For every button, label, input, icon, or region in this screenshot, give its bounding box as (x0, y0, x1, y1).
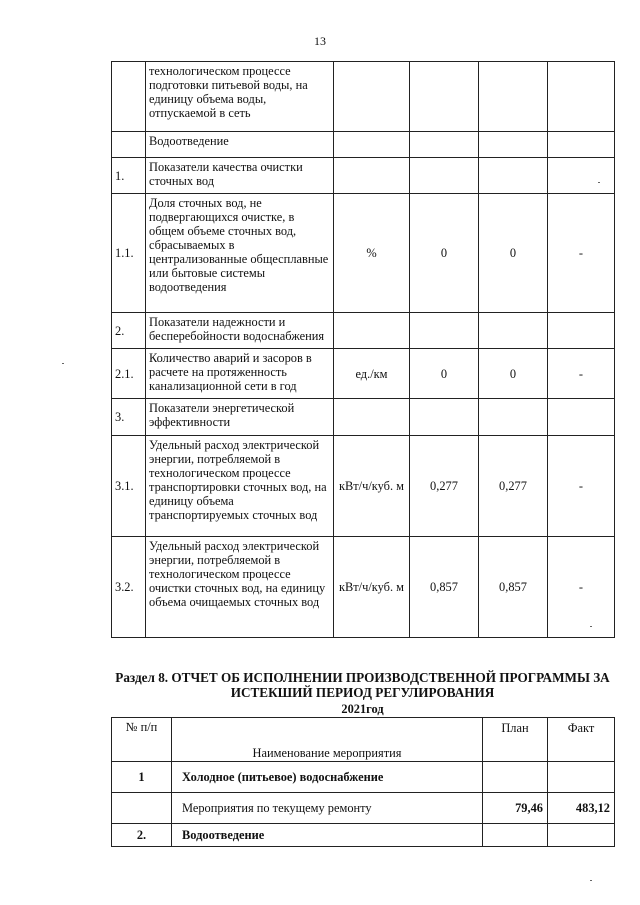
scan-mark (598, 182, 600, 183)
activity-name: Водоотведение (172, 824, 483, 847)
indicator-name: Доля сточных вод, не подвергающихся очистке, в общем объеме сточных вод, сбрасываемых в централизованные общесплавные или бытовые системы водоотведения (146, 194, 334, 313)
table-row (112, 62, 615, 132)
fact-value (548, 824, 615, 847)
table-row (112, 194, 615, 313)
fact-value: 0,277 (479, 436, 548, 537)
indicator-name: Водоотведение (146, 132, 334, 158)
plan-value: 0 (410, 194, 479, 313)
deviation-value: - (548, 349, 615, 399)
activity-name: Мероприятия по текущему ремонту (172, 793, 483, 824)
row-number: 2. (112, 824, 172, 847)
row-number: 1 (112, 762, 172, 793)
fact-value: 0,857 (479, 537, 548, 638)
indicator-name: Удельный расход электрической энергии, потребляемой в технологическом процессе очистки сточных вод, на единицу объема очищаемых сточных вод (146, 537, 334, 638)
indicator-name: технологическом процессе подготовки питьевой воды, на единицу объема воды, отпускаемой в сеть (146, 62, 334, 132)
program-report-table (111, 717, 615, 847)
indicator-name: Удельный расход электрической энергии, потребляемой в технологическом процессе транспортировки сточных вод, на единицу объема транспортируемых сточных вод (146, 436, 334, 537)
row-number: 3.2. (112, 537, 146, 638)
unit-cell: % (334, 194, 410, 313)
row-number: 2.1. (112, 349, 146, 399)
indicator-name: Количество аварий и засоров в расчете на протяженность канализационной сети в год (146, 349, 334, 399)
deviation-value: - (548, 194, 615, 313)
plan-value (410, 132, 479, 158)
indicator-name: Показатели надежности и бесперебойности водоснабжения (146, 313, 334, 349)
table-header-row (112, 718, 615, 762)
row-number (112, 793, 172, 824)
table-row (112, 824, 615, 847)
page-number: 13 (314, 34, 326, 48)
row-number: 1.1. (112, 194, 146, 313)
plan-value (410, 62, 479, 132)
header-fact: Факт (548, 718, 615, 762)
row-number: 3. (112, 399, 146, 436)
fact-value: 0 (479, 194, 548, 313)
plan-value (483, 762, 548, 793)
table-row (112, 158, 615, 194)
indicators-table (111, 61, 615, 638)
activity-name: Холодное (питьевое) водоснабжение (172, 762, 483, 793)
scan-mark (590, 880, 592, 881)
indicator-name: Показатели качества очистки сточных вод (146, 158, 334, 194)
unit-cell (334, 399, 410, 436)
table-row (112, 399, 615, 436)
deviation-value: - (548, 436, 615, 537)
deviation-value (548, 158, 615, 194)
table-row (112, 793, 615, 824)
row-number: 1. (112, 158, 146, 194)
table-row (112, 313, 615, 349)
unit-cell (334, 132, 410, 158)
section-8-year: 2021год (341, 702, 384, 716)
plan-value (410, 158, 479, 194)
fact-value (479, 313, 548, 349)
plan-value: 0,277 (410, 436, 479, 537)
unit-cell: ед./км (334, 349, 410, 399)
header-plan: План (483, 718, 548, 762)
plan-value (410, 313, 479, 349)
fact-value (548, 762, 615, 793)
deviation-value (548, 62, 615, 132)
header-num: № п/п (112, 718, 172, 762)
fact-value: 0 (479, 349, 548, 399)
fact-value (479, 399, 548, 436)
unit-cell (334, 313, 410, 349)
deviation-value (548, 399, 615, 436)
row-number: 3.1. (112, 436, 146, 537)
fact-value (479, 158, 548, 194)
table-row (112, 537, 615, 638)
unit-cell (334, 62, 410, 132)
plan-value: 0,857 (410, 537, 479, 638)
plan-value (410, 399, 479, 436)
header-name: Наименование мероприятия (172, 718, 483, 762)
fact-value (479, 62, 548, 132)
table-row (112, 436, 615, 537)
plan-value (483, 824, 548, 847)
table-row (112, 132, 615, 158)
row-number: 2. (112, 313, 146, 349)
unit-cell: кВт/ч/куб. м (334, 537, 410, 638)
fact-value (479, 132, 548, 158)
plan-value: 0 (410, 349, 479, 399)
unit-cell: кВт/ч/куб. м (334, 436, 410, 537)
plan-value: 79,46 (483, 793, 548, 824)
table-row (112, 349, 615, 399)
scan-mark (62, 363, 64, 364)
table-row (112, 762, 615, 793)
fact-value: 483,12 (548, 793, 615, 824)
unit-cell (334, 158, 410, 194)
deviation-value (548, 313, 615, 349)
deviation-value: - (548, 537, 615, 638)
row-number (112, 132, 146, 158)
section-8-title: Раздел 8. ОТЧЕТ ОБ ИСПОЛНЕНИИ ПРОИЗВОДСТВЕННОЙ ПРОГРАММЫ ЗА ИСТЕКШИЙ ПЕРИОД РЕГУЛИРОВАНИЯ (115, 670, 610, 700)
deviation-value (548, 132, 615, 158)
row-number (112, 62, 146, 132)
scan-mark (590, 626, 592, 627)
indicator-name: Показатели энергетической эффективности (146, 399, 334, 436)
